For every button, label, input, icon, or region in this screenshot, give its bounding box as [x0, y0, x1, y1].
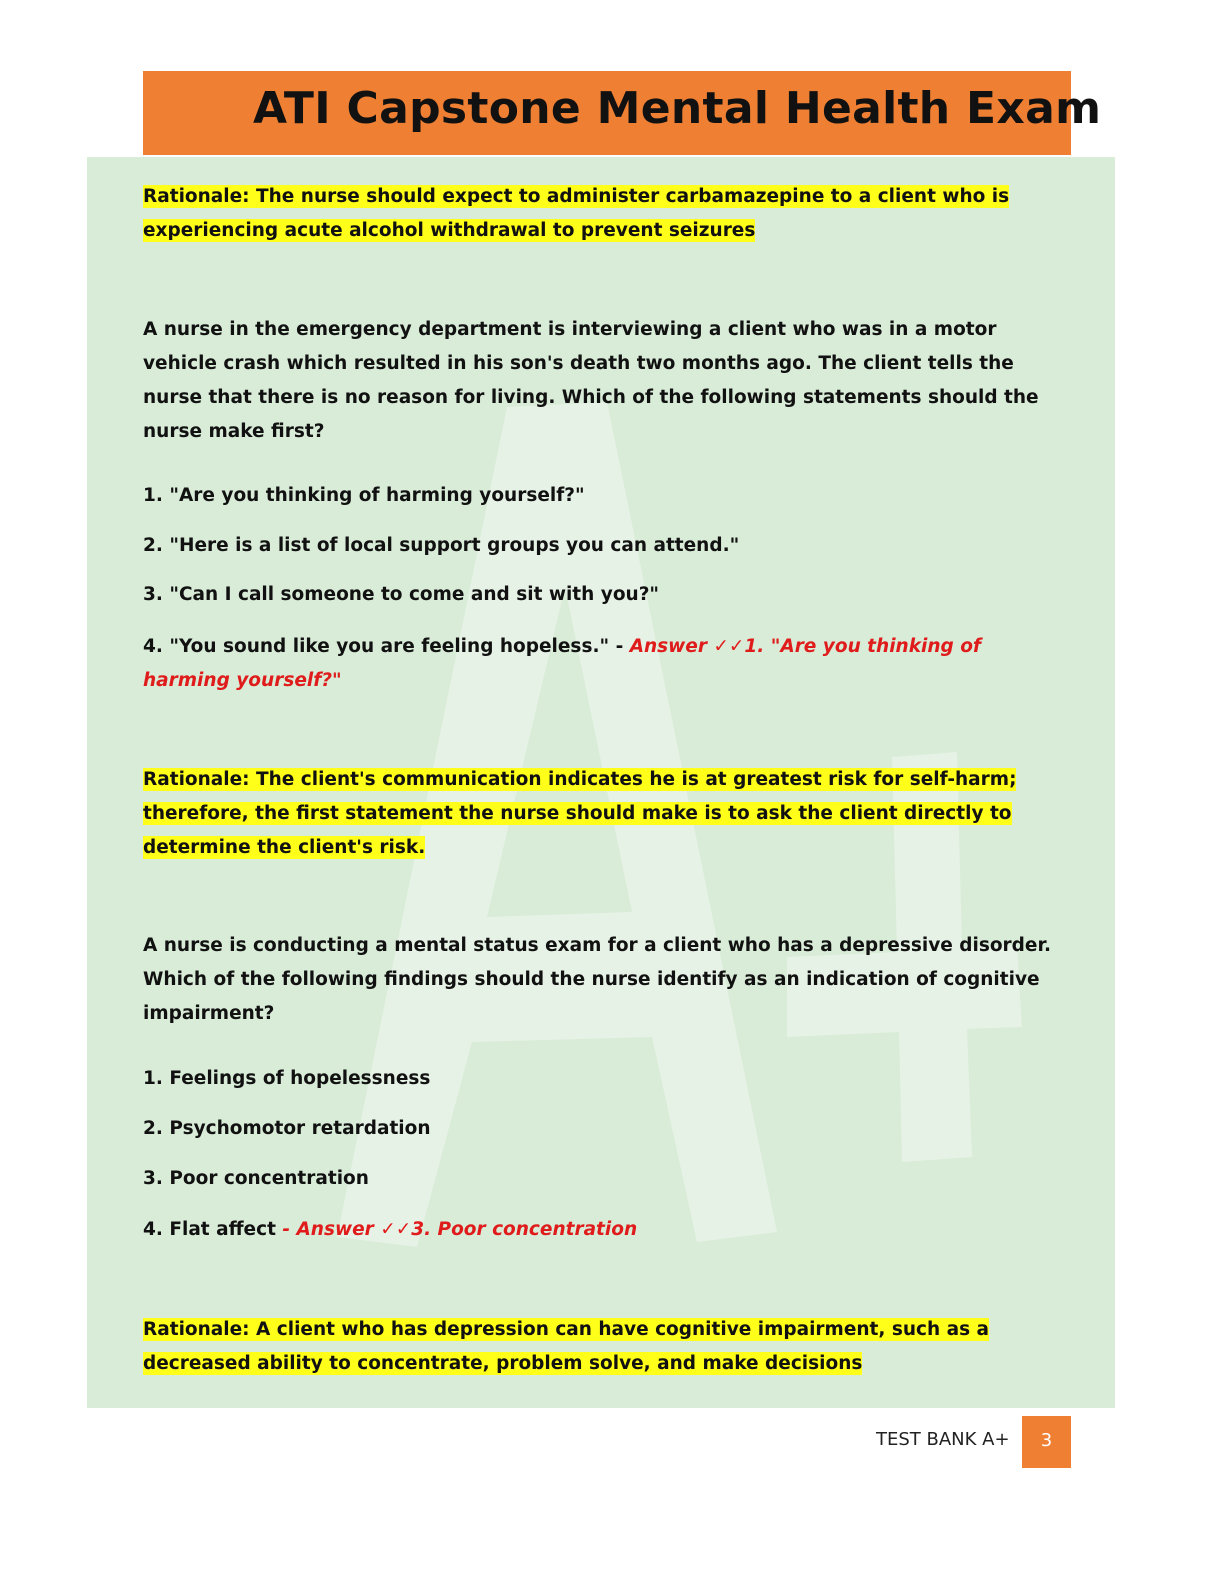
page-number-box — [1022, 1416, 1071, 1468]
question-2-prompt: A nurse is conducting a mental status exam for a client who has a depressive disorder. Which of the following findings should the nurse identify as an indication of cognitive impairment? — [143, 935, 1051, 1024]
question-1-answer: Answer ✓✓1. "Are you thinking of harming yourself?" — [143, 636, 981, 691]
question-2-option-2: 2. Psychomotor retardation — [143, 1118, 431, 1139]
footer-label: TEST BANK A+ — [876, 1429, 1010, 1450]
question-2-rationale-text: Rationale: A client who has depression can have cognitive impairment, such as a decreased ability to concentrate, problem solve, and make decisions — [143, 1319, 990, 1374]
rationale-1-label: Rationale: — [143, 186, 250, 207]
question-1-rationale — [143, 763, 1073, 865]
page-number: 3 — [1040, 1430, 1053, 1451]
question-2-option-4: 4. Flat affect — [143, 1219, 276, 1240]
question-1-prompt: A nurse in the emergency department is interviewing a client who was in a motor vehicle crash which resulted in his son's death two months ago. The client tells the nurse that there is no reason for living. Which of the following statements should the nurse make first? — [143, 319, 1039, 442]
content-panel — [87, 157, 1115, 1408]
rationale-1-text: The nurse should expect to administer carbamazepine to a client who is experiencing acute alcohol withdrawal to prevent seizures — [143, 186, 1010, 241]
rationale-1 — [143, 180, 1073, 248]
question-1-option-2: 2. "Here is a list of local support groups you can attend." — [143, 535, 740, 556]
header-banner — [143, 71, 1102, 155]
question-2-option-4-with-answer — [143, 1213, 1073, 1247]
question-2-rationale — [143, 1313, 1073, 1381]
question-1-option-4-with-answer — [143, 630, 1073, 698]
question-2-option-1: 1. Feelings of hopelessness — [143, 1068, 431, 1089]
question-2-option-3: 3. Poor concentration — [143, 1168, 369, 1189]
question-1-option-3: 3. "Can I call someone to come and sit with you?" — [143, 584, 660, 605]
question-1-rationale-text: Rationale: The client's communication indicates he is at greatest risk for self-harm; therefore, the first statement the nurse should make is to ask the client directly to determine the client's risk. — [143, 769, 1017, 858]
question-1-option-1: 1. "Are you thinking of harming yourself?" — [143, 485, 585, 506]
page-title: ATI Capstone Mental Health Exam — [253, 83, 1102, 134]
question-1-option-4: 4. "You sound like you are feeling hopeless." - — [143, 636, 630, 657]
question-2-answer: - Answer ✓✓3. Poor concentration — [282, 1219, 638, 1240]
